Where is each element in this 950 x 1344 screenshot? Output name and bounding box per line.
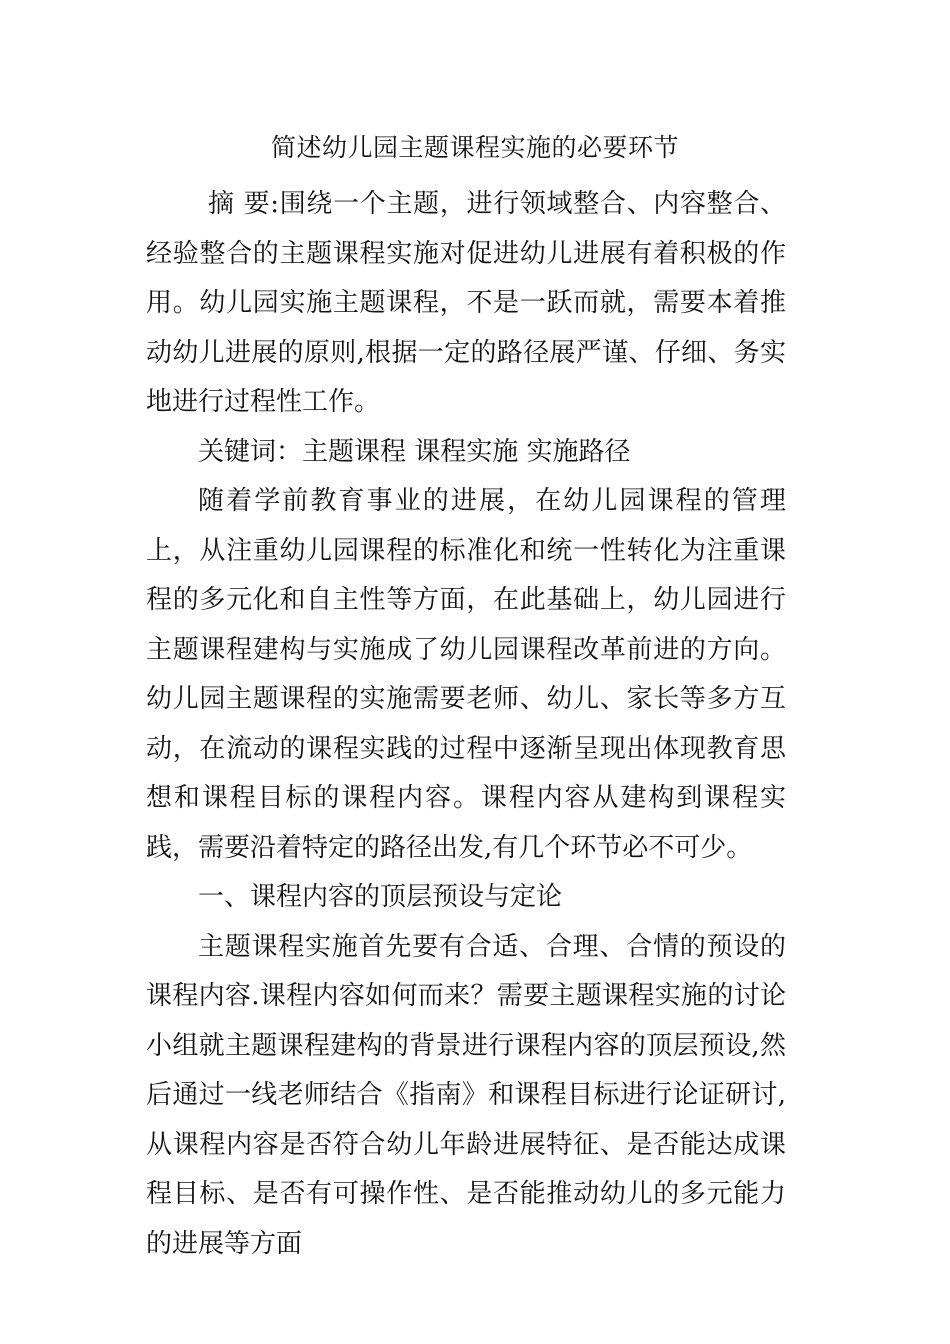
keywords-paragraph: 关键词：主题课程 课程实施 实施路径 (198, 436, 631, 467)
abstract-paragraph: 摘 要:围绕一个主题，进行领域整合、内容整合、经验整合的主题课程实施对促进幼儿进展有着积极的作用。幼儿园实施主题课程，不是一跃而就，需要本着推动幼儿进展的原则,根据一定的路径展严谨、仔细、务实地进行过程性工作。 (146, 189, 786, 417)
section-paragraph: 主题课程实施首先要有合适、合理、合情的预设的课程内容.课程内容如何而来？需要主题课程实施的讨论小组就主题课程建构的背景进行课程内容的顶层预设,然后通过一线老师结合《指南》和课程目标进行论证研讨,从课程内容是否符合幼儿年龄进展特征、是否能达成课程目标、是否有可操作性、是否能推动幼儿的多元能力的进展等方面 (146, 931, 786, 1259)
document-body (146, 180, 786, 1269)
intro-paragraph: 随着学前教育事业的进展，在幼儿园课程的管理上，从注重幼儿园课程的标准化和统一性转化为注重课程的多元化和自主性等方面，在此基础上，幼儿园进行主题课程建构与实施成了幼儿园课程改革前进的方向。幼儿园主题课程的实施需要老师、幼儿、家长等多方互动，在流动的课程实践的过程中逐渐呈现出体现教育思想和课程目标的课程内容。课程内容从建构到课程实践，需要沿着特定的路径出发,有几个环节必不可少。 (146, 486, 786, 863)
section-heading: 一、课程内容的顶层预设与定论 (198, 882, 563, 912)
document-title: 简述幼儿园主题课程实施的必要环节 (270, 133, 679, 162)
